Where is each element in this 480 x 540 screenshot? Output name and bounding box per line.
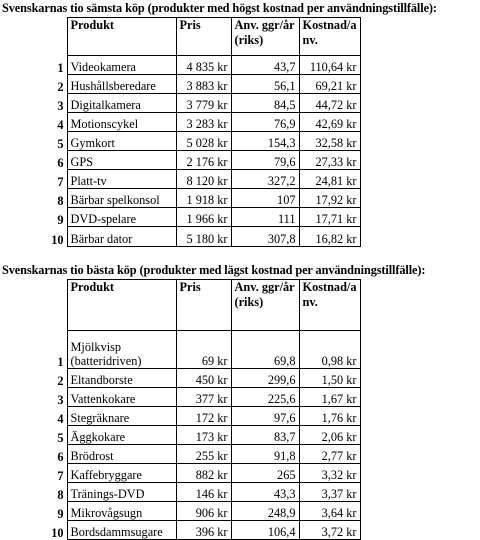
rank-cell: 9: [10, 502, 67, 521]
product-cell: Stegräknare: [67, 407, 176, 426]
table-row: [10, 483, 360, 502]
price-cell: 1 918 kr: [176, 189, 231, 208]
rank-cell: 6: [10, 445, 67, 464]
price-cell: 146 kr: [176, 483, 231, 502]
price-cell: 396 kr: [176, 521, 231, 540]
usage-cell: 43,7: [231, 56, 299, 75]
rank-cell: 4: [10, 113, 67, 132]
price-cell: 4 835 kr: [176, 56, 231, 75]
cost-cell: 0,98 kr: [299, 331, 360, 369]
usage-cell: 265: [231, 464, 299, 483]
table-row: [10, 502, 360, 521]
cost-cell: 16,82 kr: [299, 227, 360, 247]
price-cell: 8 120 kr: [176, 170, 231, 189]
table-row: [10, 132, 360, 151]
table-row: [10, 426, 360, 445]
price-header: Pris: [176, 280, 231, 331]
usage-cell: 154,3: [231, 132, 299, 151]
usage-header-line2: (riks): [234, 33, 264, 47]
cost-cell: 3,72 kr: [299, 521, 360, 540]
table-row: [10, 407, 360, 426]
product-cell: Bärbar dator: [67, 227, 176, 247]
table-row: [10, 445, 360, 464]
usage-cell: 248,9: [231, 502, 299, 521]
product-cell: Eltandborste: [67, 369, 176, 388]
rank-cell: 5: [10, 132, 67, 151]
price-header: Pris: [176, 18, 231, 56]
usage-header-line1: Anv. ggr/år: [234, 18, 295, 32]
rank-cell: 5: [10, 426, 67, 445]
cost-cell: 110,64 kr: [299, 56, 360, 75]
cost-cell: 17,71 kr: [299, 208, 360, 227]
price-cell: 2 176 kr: [176, 151, 231, 170]
usage-cell: 83,7: [231, 426, 299, 445]
price-cell: 3 779 kr: [176, 94, 231, 113]
rank-header: [10, 18, 67, 56]
cost-cell: 42,69 kr: [299, 113, 360, 132]
cost-cell: 3,37 kr: [299, 483, 360, 502]
rank-cell: 1: [10, 331, 67, 369]
product-cell: Tränings-DVD: [67, 483, 176, 502]
rank-cell: 8: [10, 189, 67, 208]
usage-header: [231, 280, 299, 331]
rank-cell: 2: [10, 75, 67, 94]
cost-cell: 1,76 kr: [299, 407, 360, 426]
worst-purchases-table: [10, 17, 361, 247]
product-header: Produkt: [67, 18, 176, 56]
rank-cell: 10: [10, 521, 67, 540]
cost-cell: 1,67 kr: [299, 388, 360, 407]
usage-cell: 327,2: [231, 170, 299, 189]
rank-cell: 1: [10, 56, 67, 75]
price-cell: 255 kr: [176, 445, 231, 464]
table-row: [10, 94, 360, 113]
product-header: Produkt: [67, 280, 176, 331]
usage-cell: 106,4: [231, 521, 299, 540]
price-cell: 450 kr: [176, 369, 231, 388]
rank-cell: 6: [10, 151, 67, 170]
product-cell: Brödrost: [67, 445, 176, 464]
rank-cell: 8: [10, 483, 67, 502]
table-row: [10, 227, 360, 247]
cost-header-line1: Kostnad/a: [302, 18, 357, 32]
product-cell: Platt-tv: [67, 170, 176, 189]
product-cell: Bärbar spelkonsol: [67, 189, 176, 208]
cost-header-line2: nv.: [302, 33, 318, 47]
table-row: [10, 208, 360, 227]
product-cell: Bordsdammsugare: [67, 521, 176, 540]
rank-cell: 7: [10, 170, 67, 189]
usage-cell: 43,3: [231, 483, 299, 502]
table-row: [10, 388, 360, 407]
product-cell: Videokamera: [67, 56, 176, 75]
table-row: [10, 464, 360, 483]
header-row: [10, 18, 360, 56]
product-cell: Äggkokare: [67, 426, 176, 445]
cost-cell: 44,72 kr: [299, 94, 360, 113]
product-cell: GPS: [67, 151, 176, 170]
usage-cell: 307,8: [231, 227, 299, 247]
product-cell: Kaffebryggare: [67, 464, 176, 483]
cost-cell: 1,50 kr: [299, 369, 360, 388]
table-row: [10, 56, 360, 75]
table-row: [10, 75, 360, 94]
cost-header: [299, 280, 360, 331]
cost-cell: 3,64 kr: [299, 502, 360, 521]
price-cell: 5 028 kr: [176, 132, 231, 151]
product-line1: Mjölkvisp: [70, 340, 122, 354]
table1-title: Svenskarnas tio sämsta köp (produkter med högst kostnad per användningstillfälle):: [2, 1, 437, 15]
cost-cell: 27,33 kr: [299, 151, 360, 170]
usage-cell: 299,6: [231, 369, 299, 388]
usage-cell: 91,8: [231, 445, 299, 464]
cost-cell: 2,06 kr: [299, 426, 360, 445]
product-cell: Digitalkamera: [67, 94, 176, 113]
usage-cell: 76,9: [231, 113, 299, 132]
product-cell: Mikrovågsugn: [67, 502, 176, 521]
cost-cell: 2,77 kr: [299, 445, 360, 464]
product-cell: Vattenkokare: [67, 388, 176, 407]
price-cell: 906 kr: [176, 502, 231, 521]
rank-cell: 10: [10, 227, 67, 247]
product-cell: Gymkort: [67, 132, 176, 151]
usage-cell: 111: [231, 208, 299, 227]
rank-cell: 2: [10, 369, 67, 388]
product-cell: [67, 331, 176, 369]
price-cell: 3 883 kr: [176, 75, 231, 94]
product-cell: Hushållsberedare: [67, 75, 176, 94]
usage-cell: 79,6: [231, 151, 299, 170]
usage-cell: 225,6: [231, 388, 299, 407]
best-purchases-table: [10, 279, 361, 540]
table-row: [10, 151, 360, 170]
table-row: [10, 331, 360, 369]
product-cell: Motionscykel: [67, 113, 176, 132]
cost-cell: 17,92 kr: [299, 189, 360, 208]
usage-header-line2: (riks): [234, 295, 264, 309]
product-cell: DVD-spelare: [67, 208, 176, 227]
table-row: [10, 369, 360, 388]
table-row: [10, 189, 360, 208]
product-line2: (batteridriven): [70, 354, 142, 368]
usage-cell: 69,8: [231, 331, 299, 369]
table-row: [10, 113, 360, 132]
header-row: [10, 280, 360, 331]
cost-cell: 3,32 kr: [299, 464, 360, 483]
price-cell: 5 180 kr: [176, 227, 231, 247]
cost-cell: 32,58 kr: [299, 132, 360, 151]
price-cell: 69 kr: [176, 331, 231, 369]
usage-header: [231, 18, 299, 56]
rank-cell: 4: [10, 407, 67, 426]
rank-cell: 3: [10, 94, 67, 113]
price-cell: 172 kr: [176, 407, 231, 426]
table2-title: Svenskarnas tio bästa köp (produkter med lägst kostnad per användningstillfälle):: [2, 263, 426, 277]
cost-header-line2: nv.: [302, 295, 318, 309]
price-cell: 3 283 kr: [176, 113, 231, 132]
table-row: [10, 170, 360, 189]
price-cell: 1 966 kr: [176, 208, 231, 227]
rank-cell: 7: [10, 464, 67, 483]
rank-cell: 3: [10, 388, 67, 407]
usage-cell: 97,6: [231, 407, 299, 426]
price-cell: 882 kr: [176, 464, 231, 483]
price-cell: 173 kr: [176, 426, 231, 445]
usage-cell: 107: [231, 189, 299, 208]
rank-header: [10, 280, 67, 331]
price-cell: 377 kr: [176, 388, 231, 407]
usage-cell: 56,1: [231, 75, 299, 94]
cost-header-line1: Kostnad/a: [302, 280, 357, 294]
cost-cell: 69,21 kr: [299, 75, 360, 94]
cost-header: [299, 18, 360, 56]
usage-cell: 84,5: [231, 94, 299, 113]
usage-header-line1: Anv. ggr/år: [234, 280, 295, 294]
rank-cell: 9: [10, 208, 67, 227]
cost-cell: 24,81 kr: [299, 170, 360, 189]
